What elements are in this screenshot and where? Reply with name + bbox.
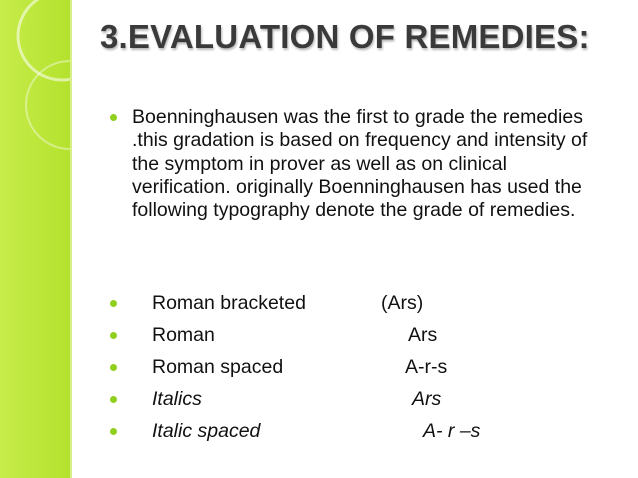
bullet-icon: [110, 300, 117, 307]
typography-label-roman-bracketed: Roman bracketed: [152, 292, 306, 314]
typography-example-roman-spaced: A-r-s: [405, 356, 448, 378]
slide-title: 3.EVALUATION OF REMEDIES:: [100, 18, 590, 55]
bullet-icon: [110, 332, 117, 339]
typography-example-roman: Ars: [408, 324, 438, 346]
side-band-edge: [70, 0, 72, 478]
bullet-icon: [110, 364, 117, 371]
typography-label-roman: Roman: [152, 324, 215, 346]
bullet-icon: [110, 396, 117, 403]
typography-label-roman-spaced: Roman spaced: [152, 356, 284, 378]
bullet-icon: [110, 428, 117, 435]
decorative-rings: [0, 0, 70, 478]
typography-example-italic-spaced: A- r –s: [423, 420, 481, 442]
intro-paragraph: Boenninghausen was the first to grade the remedies .this gradation is based on frequency and intensity of the symptom in prover as well as on clinical verification. originally Boenninghausen has used the following typography denote the grade of remedies.: [132, 106, 588, 222]
typography-label-italic-spaced: Italic spaced: [152, 420, 261, 442]
bullet-icon: [110, 114, 117, 121]
typography-example-roman-bracketed: (Ars): [381, 292, 424, 314]
typography-label-italics: Italics: [152, 388, 202, 410]
typography-example-italics: Ars: [412, 388, 442, 410]
decorative-side-band: [0, 0, 70, 478]
